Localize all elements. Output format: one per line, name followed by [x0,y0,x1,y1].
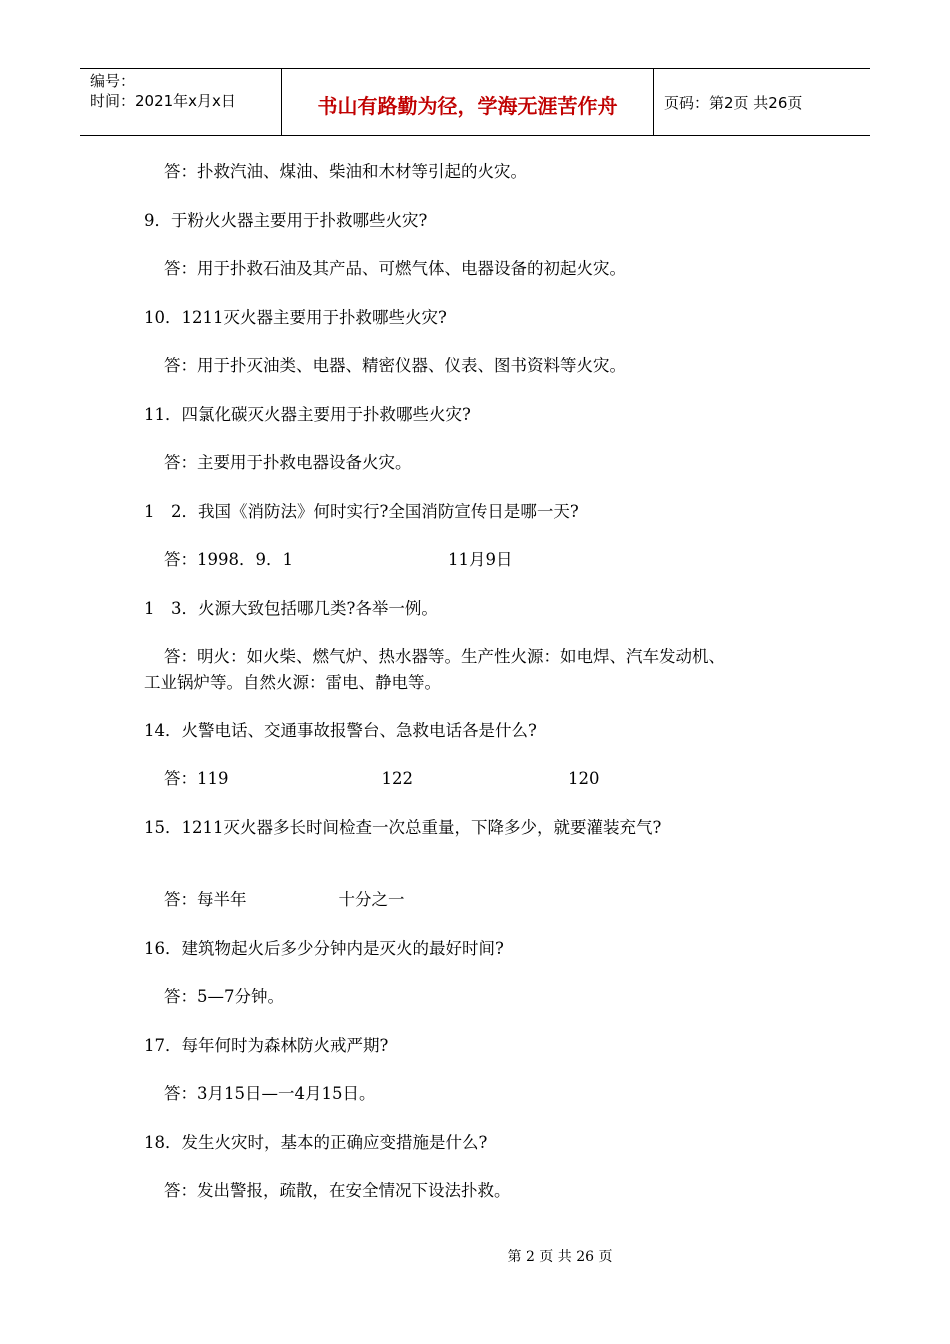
answer-14-ambulance: 120 [568,769,600,788]
answer-14-fire: 答：119 [164,769,229,788]
answer-8: 答：扑救汽油、煤油、柴油和木材等引起的火灾。 [164,162,527,181]
question-13: 1 3．火源大致包括哪几类?各举一例。 [144,599,438,618]
page-footer: 第 2 页 共 26 页 [507,1249,613,1265]
answer-18: 答：发出警报，疏散，在安全情况下设法扑救。 [164,1181,511,1200]
question-15: 15．1211灭火器多长时间检查一次总重量，下降多少，就要灌装充气? [144,818,662,837]
answer-15 [164,889,405,911]
document-number-label: 编号： [90,72,136,90]
question-12: 1 2．我国《消防法》何时实行?全国消防宣传日是哪一天? [144,502,579,521]
answer-9: 答：用于扑救石油及其产品、可燃气体、电器设备的初起火灾。 [164,259,626,278]
header-meta [80,69,282,135]
answer-12-day: 11月9日 [448,550,513,569]
question-10: 10．1211灭火器主要用于扑救哪些火灾? [144,308,447,327]
question-16: 16．建筑物起火后多少分钟内是灭火的最好时间? [144,939,504,958]
answer-12 [164,549,513,571]
answer-11: 答：主要用于扑救电器设备火灾。 [164,453,412,472]
question-11: 11．四氯化碳灭火器主要用于扑救哪些火灾? [144,405,471,424]
document-time-label: 时间：2021年x月x日 [90,92,236,110]
answer-17: 答：3月15日—一4月15日。 [164,1084,376,1103]
answer-10: 答：用于扑灭油类、电器、精密仪器、仪表、图书资料等火灾。 [164,356,626,375]
answer-14-traffic: 122 [381,769,413,788]
question-18: 18．发生火灾时，基本的正确应变措施是什么? [144,1133,488,1152]
question-9: 9．于粉火火器主要用于扑救哪些火灾? [144,211,428,230]
answer-13-line-2: 工业锅炉等。自然火源：雷电、静电等。 [144,673,441,692]
answer-16: 答：5—7分钟。 [164,987,284,1006]
answer-15-interval: 答：每半年 [164,890,247,909]
answer-12-date: 答：1998．9．1 [164,550,293,569]
answer-13-line-1: 答：明火：如火柴、燃气炉、热水器等。生产性火源：如电焊、汽车发动机、 [164,647,725,666]
header-page-info: 页码：第2页 共26页 [664,93,803,112]
answer-14 [164,768,600,790]
header-motto: 书山有路勤为径，学海无涯苦作舟 [282,69,654,135]
question-17: 17．每年何时为森林防火戒严期? [144,1036,389,1055]
page-header [80,68,870,136]
answer-15-amount: 十分之一 [338,890,405,909]
question-14: 14．火警电话、交通事故报警台、急救电话各是什么? [144,721,537,740]
